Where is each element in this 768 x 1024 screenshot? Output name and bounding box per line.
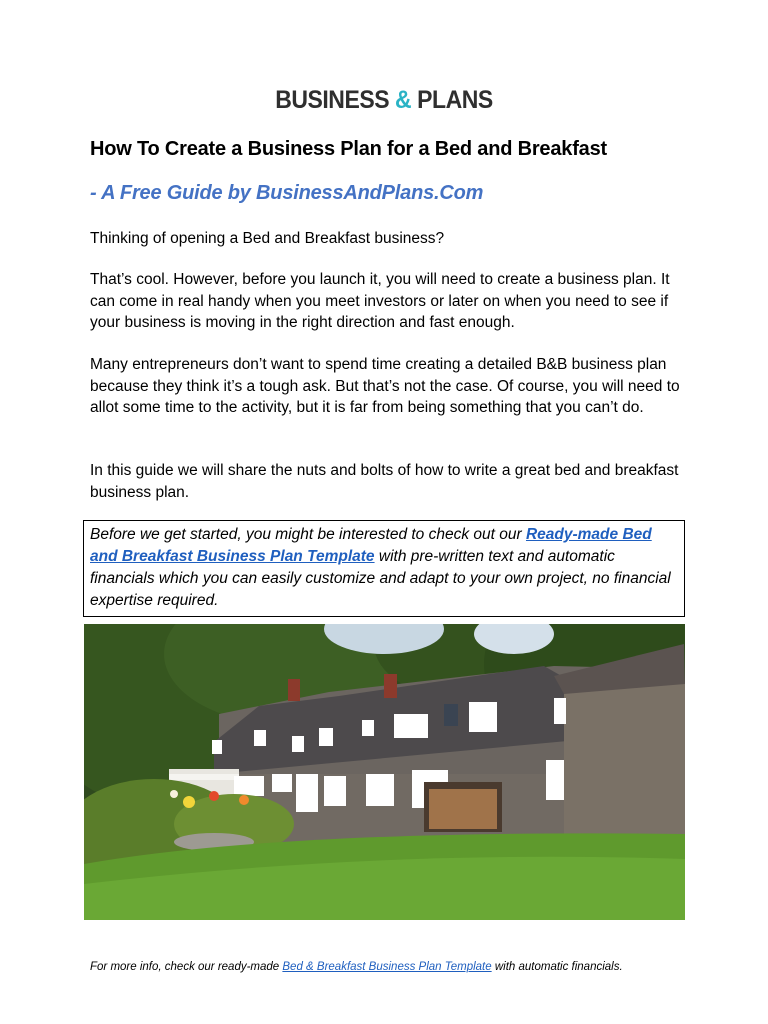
- footer-note: [90, 961, 730, 973]
- logo-text-plans: PLANS: [417, 86, 493, 114]
- brand-logo: [31, 86, 738, 115]
- page-title: How To Create a Business Plan for a Bed and Breakfast: [90, 138, 607, 160]
- logo-text-business: BUSINESS: [275, 86, 390, 114]
- footer-template-link[interactable]: Bed & Breakfast Business Plan Template: [282, 961, 492, 973]
- template-link[interactable]: Ready-made Bed and Breakfast Business Plan Template: [90, 526, 652, 565]
- paragraph-entrepreneurs: Many entrepreneurs don’t want to spend time creating a detailed B&B business plan because they think it’s a tough ask. But that’s not the case. Of course, you will need to allot some time to the activity, but it is far from being something that you can’t do.: [90, 356, 680, 416]
- callout-text-after: with pre-written text and automatic financials which you can easily customize and adapt to your own project, no financial expertise required.: [90, 548, 671, 609]
- footer-text-before: For more info, check our ready-made: [90, 961, 283, 973]
- footer-text-after: with automatic financials.: [491, 961, 623, 973]
- bed-and-breakfast-house-photo: [84, 624, 685, 920]
- callout-text-before: Before we get started, you might be interested to check out our: [90, 526, 526, 543]
- logo-ampersand: &: [395, 86, 412, 114]
- paragraph-guide: In this guide we will share the nuts and bolts of how to write a great bed and breakfast business plan.: [90, 462, 679, 501]
- paragraph-business-plan: That’s cool. However, before you launch it, you will need to create a business plan. It can come in real handy when you meet investors or later on when you need to see if your business is moving in the right direction and fast enough.: [90, 271, 670, 331]
- paragraph-intro: Thinking of opening a Bed and Breakfast business?: [90, 230, 445, 247]
- template-callout-box: [83, 520, 685, 617]
- page-subtitle: - A Free Guide by BusinessAndPlans.Com: [90, 182, 484, 204]
